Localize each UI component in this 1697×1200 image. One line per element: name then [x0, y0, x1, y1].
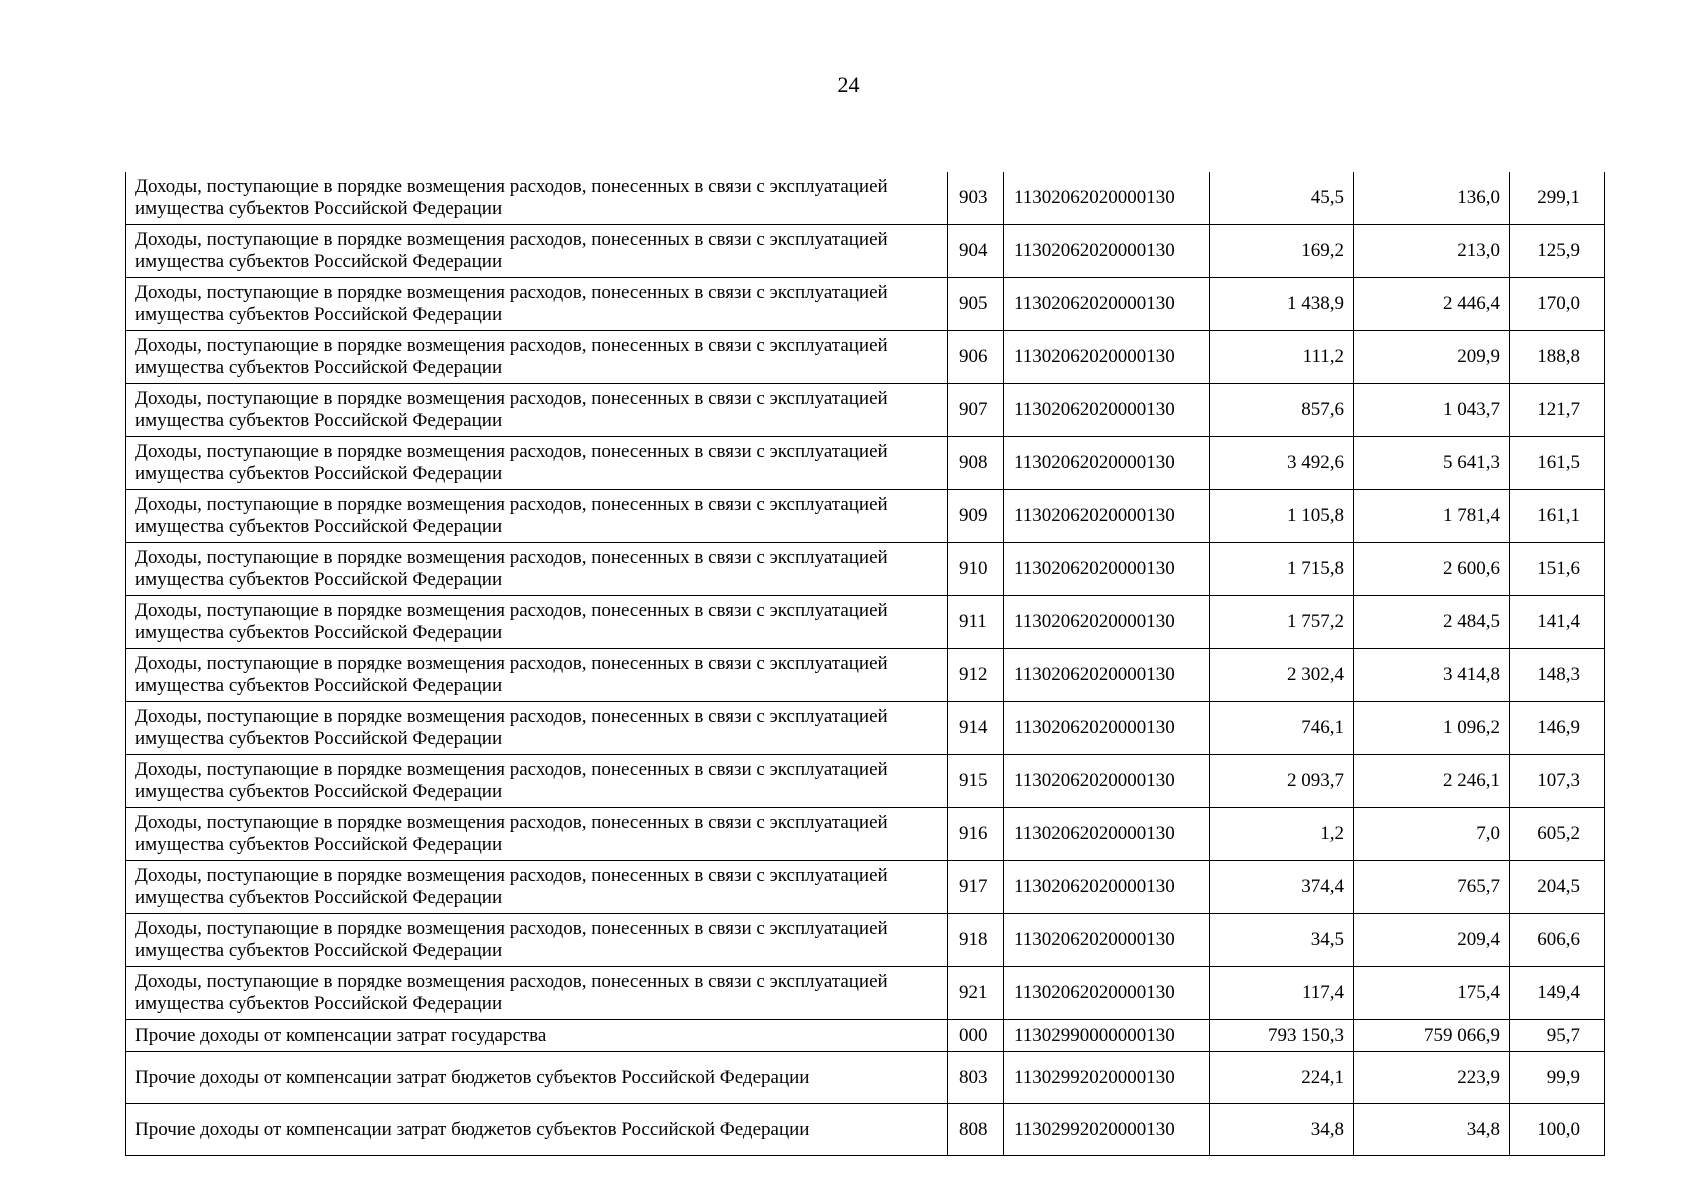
cell-value-1: 374,4: [1210, 861, 1354, 914]
cell-name: Доходы, поступающие в порядке возмещения расходов, понесенных в связи с эксплуатацией имущества субъектов Российской Федерации: [126, 278, 948, 331]
cell-budget-code: 11302062020000130: [1004, 649, 1210, 702]
cell-name: Доходы, поступающие в порядке возмещения расходов, понесенных в связи с эксплуатацией имущества субъектов Российской Федерации: [126, 702, 948, 755]
table-row: [126, 967, 1605, 1020]
cell-value-2: 209,9: [1354, 331, 1510, 384]
cell-value-1: 746,1: [1210, 702, 1354, 755]
table-row: [126, 649, 1605, 702]
table-row: [126, 914, 1605, 967]
table-row: [126, 1052, 1605, 1104]
cell-value-1: 1 105,8: [1210, 490, 1354, 543]
cell-value-1: 857,6: [1210, 384, 1354, 437]
cell-percent: 204,5: [1510, 861, 1605, 914]
cell-admin-code: 921: [948, 967, 1004, 1020]
cell-name: Доходы, поступающие в порядке возмещения расходов, понесенных в связи с эксплуатацией имущества субъектов Российской Федерации: [126, 490, 948, 543]
cell-value-1: 1 715,8: [1210, 543, 1354, 596]
cell-name: Доходы, поступающие в порядке возмещения расходов, понесенных в связи с эксплуатацией имущества субъектов Российской Федерации: [126, 543, 948, 596]
cell-percent: 146,9: [1510, 702, 1605, 755]
cell-value-1: 2 093,7: [1210, 755, 1354, 808]
cell-name: Доходы, поступающие в порядке возмещения расходов, понесенных в связи с эксплуатацией имущества субъектов Российской Федерации: [126, 596, 948, 649]
table-row: [126, 490, 1605, 543]
cell-budget-code: 11302062020000130: [1004, 384, 1210, 437]
cell-value-1: 169,2: [1210, 225, 1354, 278]
cell-admin-code: 910: [948, 543, 1004, 596]
cell-percent: 121,7: [1510, 384, 1605, 437]
table-row: [126, 755, 1605, 808]
table-row: [126, 1020, 1605, 1052]
cell-name: Доходы, поступающие в порядке возмещения расходов, понесенных в связи с эксплуатацией имущества субъектов Российской Федерации: [126, 755, 948, 808]
cell-budget-code: 11302062020000130: [1004, 808, 1210, 861]
cell-value-1: 1,2: [1210, 808, 1354, 861]
cell-budget-code: 11302990000000130: [1004, 1020, 1210, 1052]
cell-budget-code: 11302062020000130: [1004, 755, 1210, 808]
cell-admin-code: 906: [948, 331, 1004, 384]
cell-percent: 149,4: [1510, 967, 1605, 1020]
cell-admin-code: 908: [948, 437, 1004, 490]
cell-value-2: 2 446,4: [1354, 278, 1510, 331]
cell-value-2: 759 066,9: [1354, 1020, 1510, 1052]
cell-budget-code: 11302992020000130: [1004, 1052, 1210, 1104]
cell-percent: 141,4: [1510, 596, 1605, 649]
cell-value-1: 224,1: [1210, 1052, 1354, 1104]
cell-value-1: 111,2: [1210, 331, 1354, 384]
cell-value-1: 1 757,2: [1210, 596, 1354, 649]
table-row: [126, 437, 1605, 490]
cell-percent: 170,0: [1510, 278, 1605, 331]
page-number: 24: [837, 72, 860, 97]
cell-percent: 95,7: [1510, 1020, 1605, 1052]
cell-value-2: 7,0: [1354, 808, 1510, 861]
table-row: [126, 172, 1605, 225]
cell-name: Доходы, поступающие в порядке возмещения расходов, понесенных в связи с эксплуатацией имущества субъектов Российской Федерации: [126, 331, 948, 384]
cell-admin-code: 903: [948, 172, 1004, 225]
table-row: [126, 861, 1605, 914]
cell-percent: 99,9: [1510, 1052, 1605, 1104]
cell-admin-code: 907: [948, 384, 1004, 437]
cell-budget-code: 11302062020000130: [1004, 437, 1210, 490]
table-row: [126, 331, 1605, 384]
cell-name: Прочие доходы от компенсации затрат бюджетов субъектов Российской Федерации: [126, 1052, 948, 1104]
cell-name: Доходы, поступающие в порядке возмещения расходов, понесенных в связи с эксплуатацией имущества субъектов Российской Федерации: [126, 914, 948, 967]
cell-value-1: 2 302,4: [1210, 649, 1354, 702]
cell-value-2: 209,4: [1354, 914, 1510, 967]
cell-value-2: 136,0: [1354, 172, 1510, 225]
cell-name: Доходы, поступающие в порядке возмещения расходов, понесенных в связи с эксплуатацией имущества субъектов Российской Федерации: [126, 172, 948, 225]
cell-admin-code: 905: [948, 278, 1004, 331]
cell-name: Доходы, поступающие в порядке возмещения расходов, понесенных в связи с эксплуатацией имущества субъектов Российской Федерации: [126, 384, 948, 437]
table-row: [126, 543, 1605, 596]
cell-value-2: 2 600,6: [1354, 543, 1510, 596]
cell-percent: 125,9: [1510, 225, 1605, 278]
cell-value-1: 1 438,9: [1210, 278, 1354, 331]
table-row: [126, 596, 1605, 649]
cell-admin-code: 918: [948, 914, 1004, 967]
cell-value-2: 3 414,8: [1354, 649, 1510, 702]
cell-name: Доходы, поступающие в порядке возмещения расходов, понесенных в связи с эксплуатацией имущества субъектов Российской Федерации: [126, 861, 948, 914]
cell-percent: 148,3: [1510, 649, 1605, 702]
table-row: [126, 384, 1605, 437]
cell-budget-code: 11302062020000130: [1004, 490, 1210, 543]
cell-admin-code: 904: [948, 225, 1004, 278]
cell-value-1: 793 150,3: [1210, 1020, 1354, 1052]
cell-budget-code: 11302062020000130: [1004, 861, 1210, 914]
cell-value-1: 34,8: [1210, 1104, 1354, 1156]
cell-budget-code: 11302062020000130: [1004, 331, 1210, 384]
cell-admin-code: 911: [948, 596, 1004, 649]
cell-value-2: 1 043,7: [1354, 384, 1510, 437]
cell-value-2: 1 096,2: [1354, 702, 1510, 755]
cell-budget-code: 11302062020000130: [1004, 914, 1210, 967]
cell-name: Доходы, поступающие в порядке возмещения расходов, понесенных в связи с эксплуатацией имущества субъектов Российской Федерации: [126, 649, 948, 702]
cell-percent: 606,6: [1510, 914, 1605, 967]
cell-budget-code: 11302062020000130: [1004, 702, 1210, 755]
table-row: [126, 808, 1605, 861]
table-row: [126, 1104, 1605, 1156]
cell-value-1: 3 492,6: [1210, 437, 1354, 490]
cell-value-2: 2 484,5: [1354, 596, 1510, 649]
cell-value-2: 1 781,4: [1354, 490, 1510, 543]
cell-budget-code: 11302062020000130: [1004, 967, 1210, 1020]
cell-value-2: 213,0: [1354, 225, 1510, 278]
cell-value-2: 34,8: [1354, 1104, 1510, 1156]
cell-name: Прочие доходы от компенсации затрат бюджетов субъектов Российской Федерации: [126, 1104, 948, 1156]
cell-value-2: 175,4: [1354, 967, 1510, 1020]
revenue-table-body: [126, 172, 1605, 1156]
cell-admin-code: 803: [948, 1052, 1004, 1104]
cell-admin-code: 808: [948, 1104, 1004, 1156]
cell-percent: 188,8: [1510, 331, 1605, 384]
cell-name: Прочие доходы от компенсации затрат государства: [126, 1020, 948, 1052]
cell-percent: 299,1: [1510, 172, 1605, 225]
cell-admin-code: 909: [948, 490, 1004, 543]
cell-budget-code: 11302062020000130: [1004, 172, 1210, 225]
cell-admin-code: 000: [948, 1020, 1004, 1052]
cell-budget-code: 11302062020000130: [1004, 543, 1210, 596]
cell-percent: 161,1: [1510, 490, 1605, 543]
cell-budget-code: 11302062020000130: [1004, 278, 1210, 331]
cell-value-1: 45,5: [1210, 172, 1354, 225]
cell-admin-code: 917: [948, 861, 1004, 914]
cell-percent: 100,0: [1510, 1104, 1605, 1156]
revenue-table: [125, 172, 1605, 1156]
table-row: [126, 702, 1605, 755]
table-row: [126, 225, 1605, 278]
cell-percent: 161,5: [1510, 437, 1605, 490]
cell-name: Доходы, поступающие в порядке возмещения расходов, понесенных в связи с эксплуатацией имущества субъектов Российской Федерации: [126, 967, 948, 1020]
cell-value-2: 5 641,3: [1354, 437, 1510, 490]
table-row: [126, 278, 1605, 331]
cell-value-2: 2 246,1: [1354, 755, 1510, 808]
cell-admin-code: 916: [948, 808, 1004, 861]
cell-name: Доходы, поступающие в порядке возмещения расходов, понесенных в связи с эксплуатацией имущества субъектов Российской Федерации: [126, 437, 948, 490]
cell-percent: 605,2: [1510, 808, 1605, 861]
cell-admin-code: 912: [948, 649, 1004, 702]
cell-value-2: 223,9: [1354, 1052, 1510, 1104]
cell-budget-code: 11302062020000130: [1004, 225, 1210, 278]
cell-budget-code: 11302992020000130: [1004, 1104, 1210, 1156]
cell-value-1: 34,5: [1210, 914, 1354, 967]
cell-name: Доходы, поступающие в порядке возмещения расходов, понесенных в связи с эксплуатацией имущества субъектов Российской Федерации: [126, 808, 948, 861]
cell-budget-code: 11302062020000130: [1004, 596, 1210, 649]
cell-admin-code: 915: [948, 755, 1004, 808]
cell-value-2: 765,7: [1354, 861, 1510, 914]
cell-percent: 151,6: [1510, 543, 1605, 596]
cell-value-1: 117,4: [1210, 967, 1354, 1020]
cell-percent: 107,3: [1510, 755, 1605, 808]
cell-admin-code: 914: [948, 702, 1004, 755]
cell-name: Доходы, поступающие в порядке возмещения расходов, понесенных в связи с эксплуатацией имущества субъектов Российской Федерации: [126, 225, 948, 278]
